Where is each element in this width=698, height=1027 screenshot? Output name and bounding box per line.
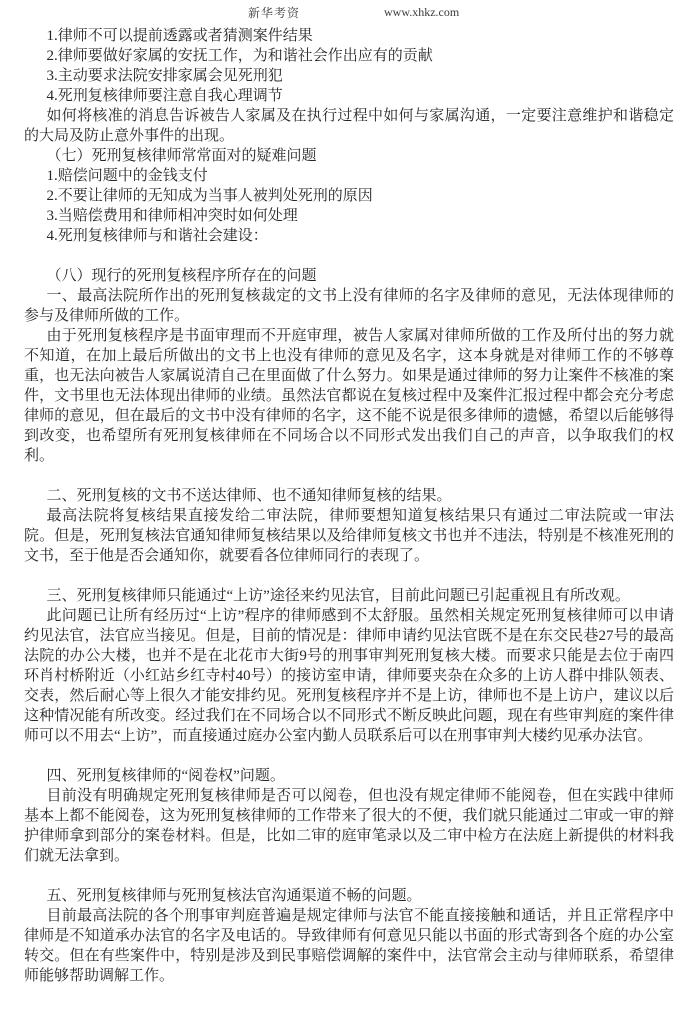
blank-line [24,466,674,486]
doc-paragraph: 目前没有明确规定死刑复核律师是否可以阅卷，但也没有规定律师不能阅卷，但在实践中律师基本上都不能阅卷，这为死刑复核律师的工作带来了很大的不便，我们就只能通过二审或一审的辩护律师拿到部分的案卷材料。但是，比如二审的庭审笔录以及二审中检方在法庭上新提供的材料我们就无法拿到。 [24,788,674,864]
blank-line [24,566,674,586]
doc-paragraph: 一、最高法院所作出的死刑复核裁定的文书上没有律师的名字及律师的意见，无法体现律师的参与及律师所做的工作。 [24,288,674,324]
doc-heading: 三、死刑复核律师只能通过“上访”途径来约见法官，目前此问题已引起重视且有所改观。 [46,588,630,604]
page-header [0,3,698,19]
blank-line [24,866,674,886]
doc-numbered-item: 2.不要让律师的无知成为当事人被判处死刑的原因 [46,188,373,204]
doc-heading: 五、死刑复核律师与死刑复核法官沟通渠道不畅的问题。 [46,888,422,904]
doc-numbered-item: 4.死刑复核律师要注意自我心理调节 [46,88,283,104]
doc-numbered-item: 2.律师要做好家属的安抚工作，为和谐社会作出应有的贡献 [46,48,433,64]
blank-line [24,746,674,766]
doc-heading: （七）死刑复核律师常常面对的疑难问题 [46,148,317,164]
doc-heading: （八）现行的死刑复核程序所存在的问题 [46,268,317,284]
doc-paragraph: 目前最高法院的各个刑事审判庭普遍是规定律师与法官不能直接接触和通话，并且正常程序中律师是不知道承办法官的名字及电话的。导致律师有何意见只能以书面的形式寄到各个庭的办公室转交。但在有些案件中，特别是涉及到民事赔偿调解的案件中，法官常会主动与律师联系，希望律师能够帮助调解工作。 [24,908,674,984]
site-name: 新华考资 [248,6,301,20]
document-body [24,26,674,986]
doc-paragraph: 最高法院将复核结果直接发给二审法院，律师要想知道复核结果只有通过二审法院或一审法院。但是，死刑复核法官通知律师复核结果以及给律师复核文书也并不违法，特别是不核准死刑的文书，至于他是否会通知你，就要看各位律师同行的表现了。 [24,508,674,564]
doc-numbered-item: 1.赔偿问题中的金钱支付 [46,168,208,184]
doc-numbered-item: 3.当赔偿费用和律师相冲突时如何处理 [46,208,298,224]
blank-line [24,246,674,266]
doc-numbered-item: 4.死刑复核律师与和谐社会建设： [46,228,268,244]
doc-paragraph: 此问题已让所有经历过“上访”程序的律师感到不太舒服。虽然相关规定死刑复核律师可以申请约见法官，法官应当接见。但是，目前的情况是：律师申请约见法官既不是在东交民巷27号的最高法院的办公大楼，也并不是在北花市大街9号的刑事审判死刑复核大楼。而要求只能是去位于南四环肖村桥附近（小红站乡红寺村40号）的接访室申请，律师要夹杂在众多的上访人群中排队领表、交表，然后耐心等上很久才能安排约见。死刑复核程序并不是上访，律师也不是上访户，建议以后这种情况能有所改变。经过我们在不同场合以不同形式不断反映此问题，现在有些审判庭的案件律师可以不用去“上访”，而直接通过庭办公室内勤人员联系后可以在刑事审判大楼约见承办法官。 [24,608,674,744]
doc-numbered-item: 1.律师不可以提前透露或者猜测案件结果 [46,28,313,44]
doc-heading: 四、死刑复核律师的“阅卷权”问题。 [46,768,285,784]
doc-paragraph: 由于死刑复核程序是书面审理而不开庭审理，被告人家属对律师所做的工作及所付出的努力就不知道，在加上最后所做出的文书上也没有律师的意见及名字，这本身就是对律师工作的不够尊重，也无法向被告人家属说清自己在里面做了什么努力。如果是通过律师的努力让案件不核准的案件，文书里也无法体现出律师的业绩。虽然法官都说在复核过程中及案件汇报过程中都会充分考虑律师的意见，但在最后的文书中没有律师的名字，这不能不说是很多律师的遗憾，希望以后能够得到改变，也希望所有死刑复核律师在不同场合以不同形式发出我们自己的声音，以争取我们的权利。 [24,328,674,464]
site-url: www.xhkz.com [384,5,460,19]
doc-paragraph: 如何将核准的消息告诉被告人家属及在执行过程中如何与家属沟通，一定要注意维护和谐稳定的大局及防止意外事件的出现。 [24,108,674,144]
doc-heading: 二、死刑复核的文书不送达律师、也不通知律师复核的结果。 [46,488,452,504]
doc-numbered-item: 3.主动要求法院安排家属会见死刑犯 [46,68,283,84]
